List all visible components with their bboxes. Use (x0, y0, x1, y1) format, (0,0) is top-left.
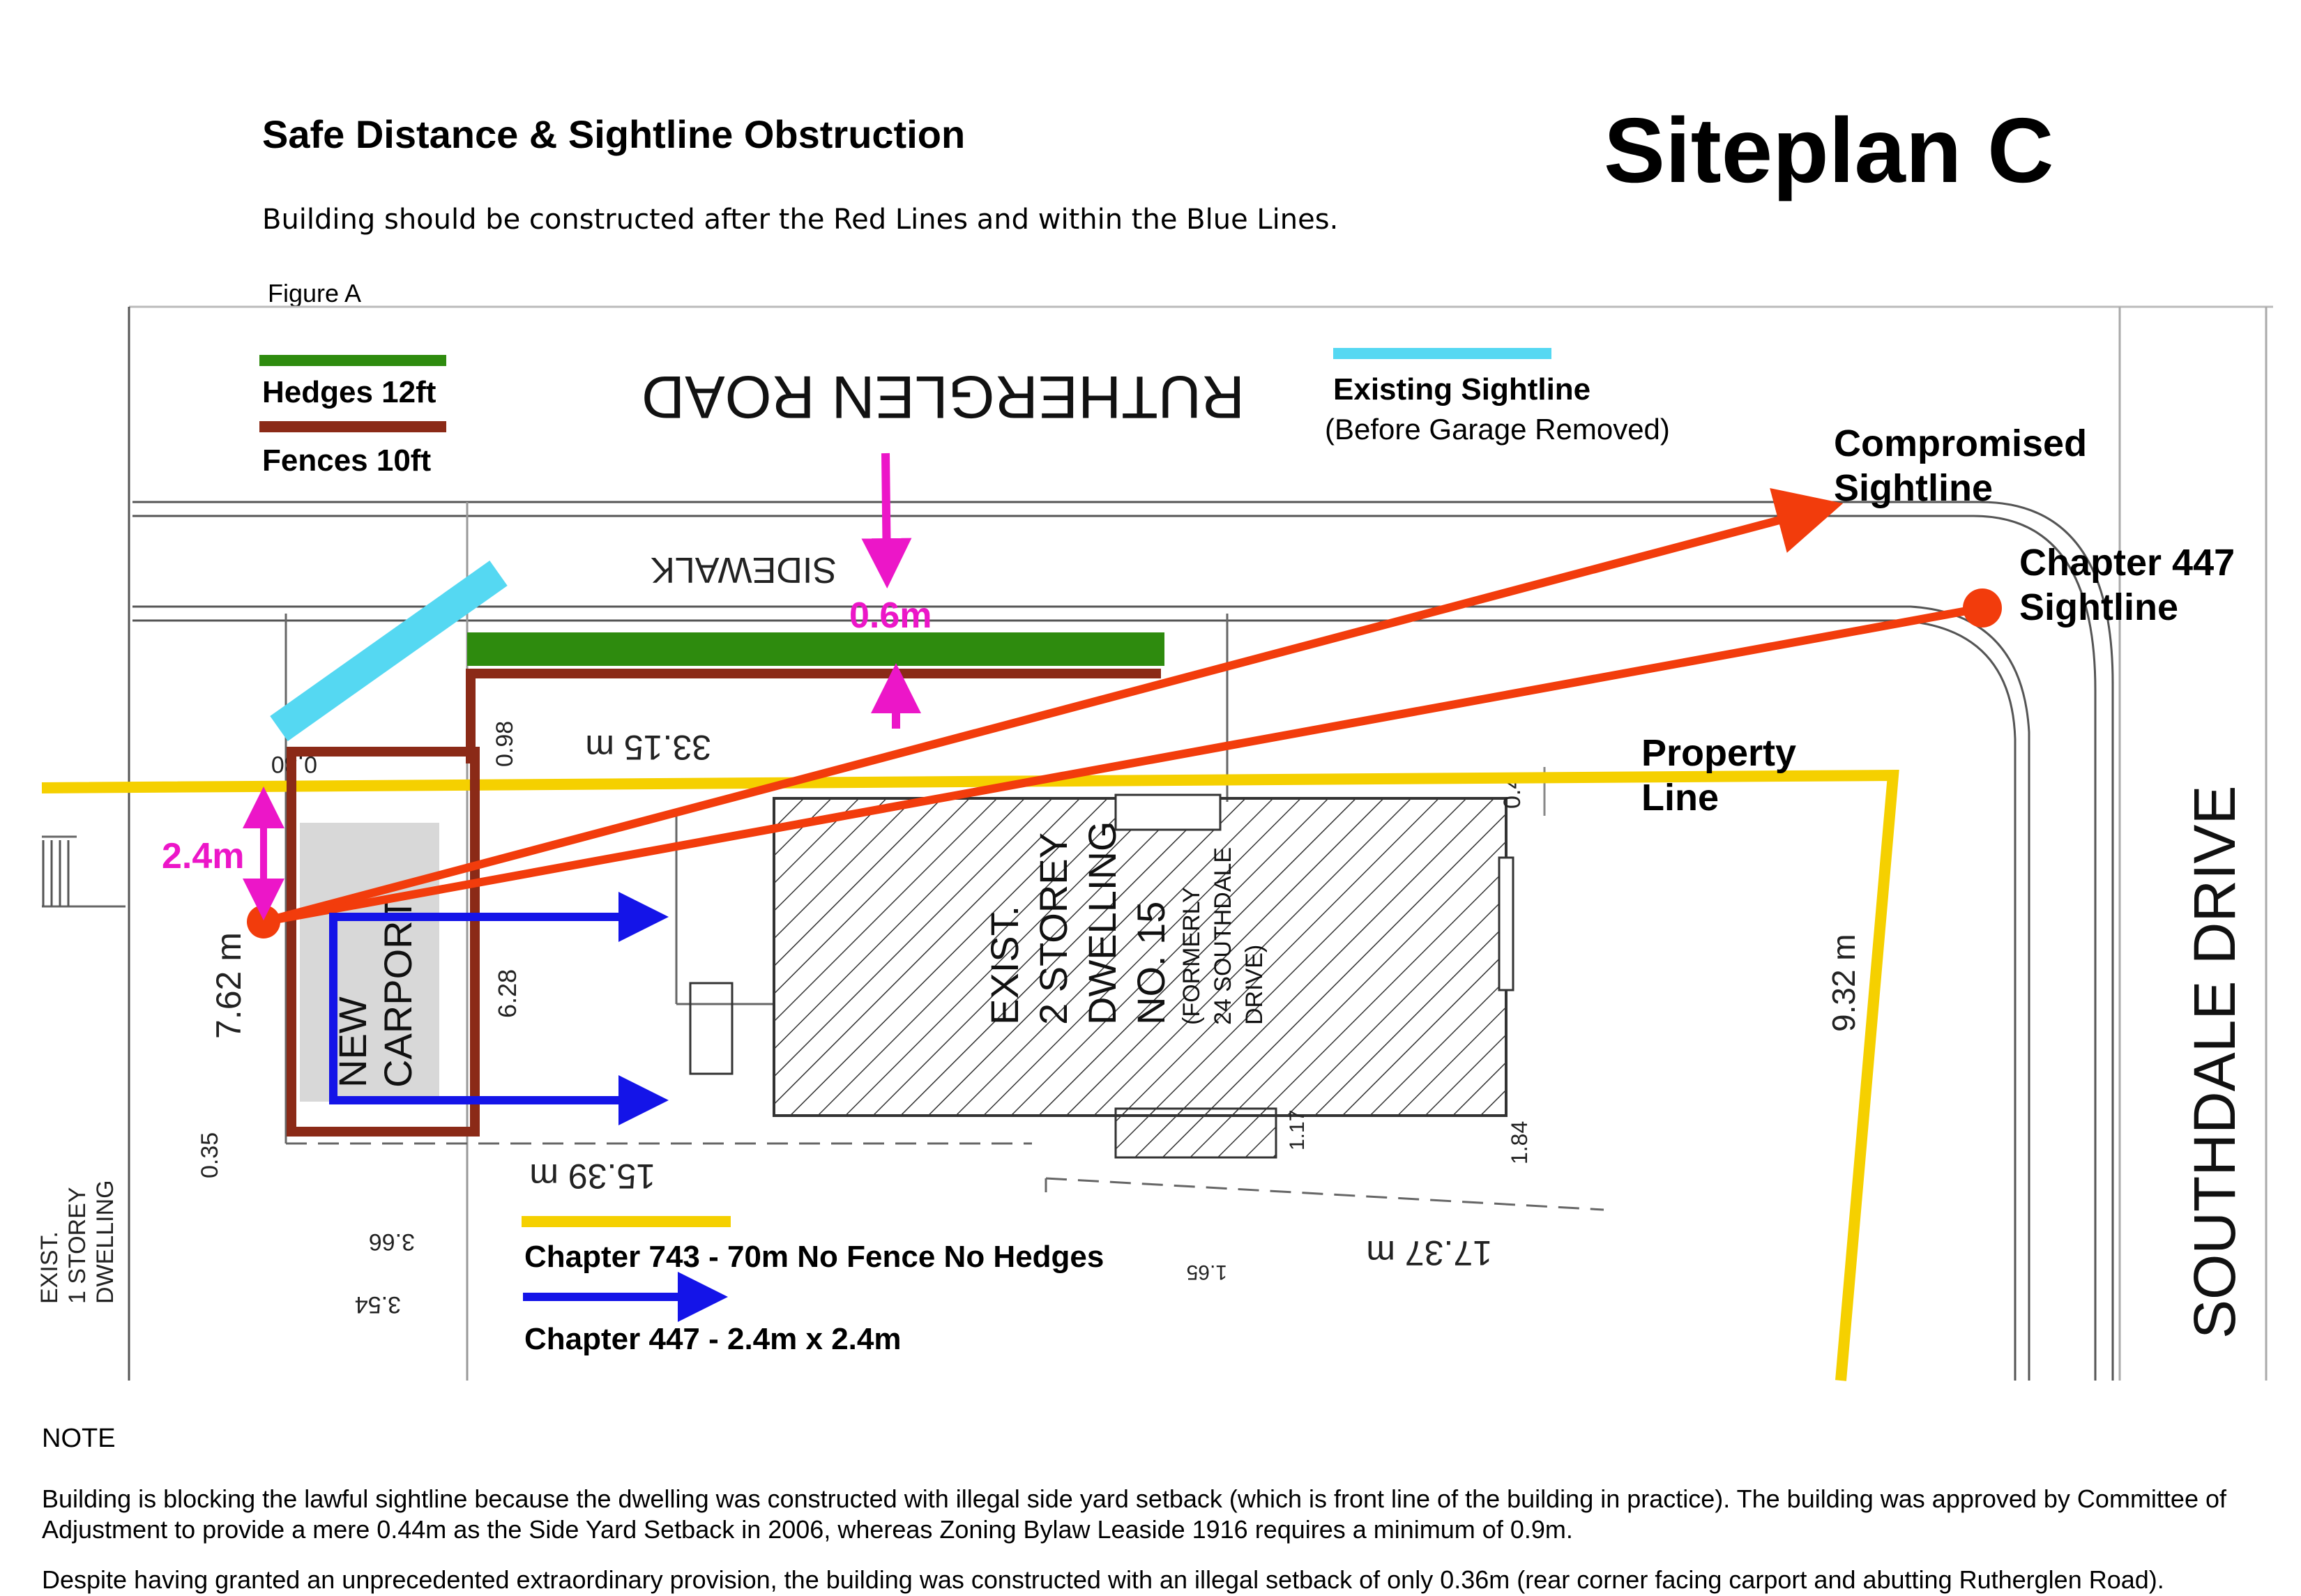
dim-165: 1.65 (1186, 1261, 1227, 1284)
hedges-bar (467, 632, 1164, 666)
legend-existing-sub: (Before Garage Removed) (1325, 413, 1670, 446)
dwelling-label-1: EXIST. (982, 905, 1026, 1025)
callout-compromised-sightline (1834, 421, 2087, 510)
dwelling-note-3: DRIVE) (1241, 944, 1268, 1025)
dim-762: 7.62 m (209, 932, 248, 1039)
legend-chapter447-label: Chapter 447 - 2.4m x 2.4m (524, 1322, 902, 1356)
road-label: RUTHERGLEN ROAD (641, 363, 1245, 430)
page-title: Safe Distance & Sightline Obstruction (262, 112, 966, 156)
callout-chapter447-sightline (2019, 540, 2235, 630)
callout-property-line1: Property (1641, 732, 1797, 774)
carport-label-1: NEW (331, 996, 374, 1088)
callout-chapter447-line1: Chapter 447 (2019, 542, 2235, 584)
neighbour-label-1: EXIST. (36, 1231, 63, 1304)
sightline-origin-dot (247, 905, 280, 938)
dim-3315: 33.15 m (585, 728, 711, 767)
dim-1737: 17.37 m (1366, 1233, 1492, 1272)
sidewalk-label: SIDEWALK (651, 549, 837, 590)
dim-354: 3.54 (354, 1291, 401, 1318)
siteplan-label: Siteplan C (1604, 99, 2054, 202)
note-paragraph-1: Building is blocking the lawful sightline because the dwelling was constructed with illegal side yard setback (which is front line of the building in practice). The building was approved by Committee of Adjustment to provide a mere 0.44m as the Side Yard Setback in 2006, whereas Zoning Bylaw Leaside 1916 requires a minimum of 0.9m. (42, 1484, 2227, 1544)
dim-06-label: 0.6m (849, 595, 932, 636)
dim-030: 0.30 (271, 751, 317, 777)
neighbour-label-2: 1 STOREY (64, 1187, 91, 1304)
callout-chapter447-line2: Sightline (2019, 586, 2178, 628)
legend-chapter743-label: Chapter 743 - 70m No Fence No Hedges (524, 1240, 1104, 1274)
dim-098: 0.98 (492, 720, 518, 767)
dim-628: 6.28 (493, 968, 522, 1018)
note-paragraph-2: Despite having granted an unprecedented extraordinary provision, the building was constructed with an illegal setback of only 0.36m (rear corner facing carport and abutting Rutherglen Road). (42, 1565, 2164, 1594)
neighbour-steps (43, 840, 68, 906)
callout-compromised-line1: Compromised (1834, 423, 2088, 464)
dim-1539: 15.39 m (529, 1157, 655, 1196)
dim-932: 9.32 m (1825, 934, 1862, 1032)
callout-compromised-line2: Sightline (1834, 467, 1993, 509)
dim-04: 0.4 (1499, 775, 1526, 809)
dim-035: 0.35 (197, 1132, 223, 1178)
dim-184: 1.84 (1507, 1120, 1532, 1164)
legend-fences-label: Fences 10ft (262, 443, 432, 478)
figure-label: Figure A (268, 279, 362, 307)
sightline-target-dot (1963, 588, 2002, 628)
dwelling-label-3: DWELLING (1080, 821, 1124, 1025)
callout-property-line (1641, 731, 1796, 820)
dim-117: 1.17 (1286, 1109, 1309, 1150)
legend-hedges-label: Hedges 12ft (262, 375, 436, 409)
dwelling-note-1: (FORMERLY (1178, 887, 1205, 1025)
dim-366: 3.66 (368, 1229, 415, 1255)
street-label: SOUTHDALE DRIVE (2182, 785, 2247, 1339)
dwelling-label-4: NO. 15 (1129, 901, 1173, 1025)
subtitle: Building should be constructed after the Red Lines and within the Blue Lines. (262, 204, 1339, 236)
dwelling-note-2: 24 SOUTHDALE (1210, 846, 1236, 1025)
existing-sightline (279, 573, 499, 729)
neighbour-label-3: DWELLING (92, 1180, 119, 1304)
callout-property-line2: Line (1641, 777, 1719, 819)
dwelling-label-2: 2 STOREY (1031, 833, 1075, 1025)
legend-existing-label: Existing Sightline (1333, 372, 1591, 406)
carport-label-2: CARPORT (376, 897, 420, 1088)
dim-24-label: 2.4m (162, 836, 245, 876)
note-heading: NOTE (42, 1424, 116, 1453)
